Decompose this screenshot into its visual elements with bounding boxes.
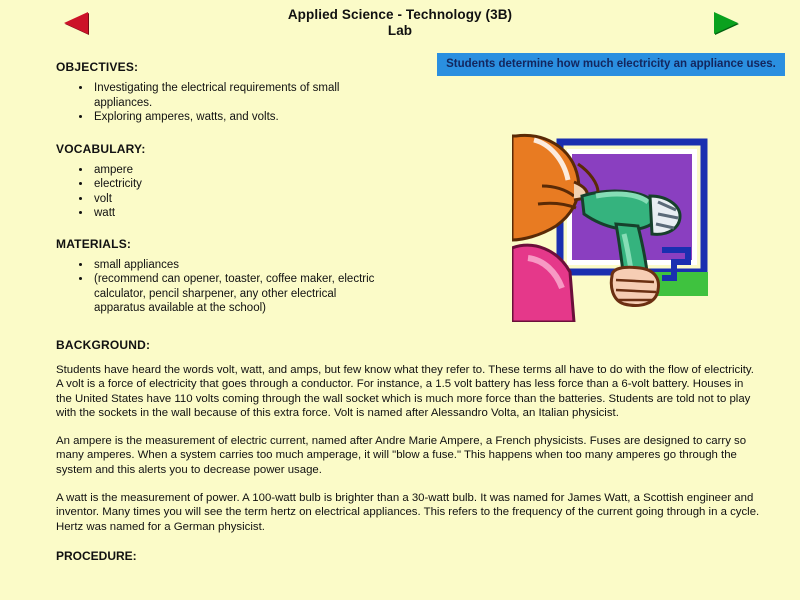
vocabulary-list	[0, 163, 380, 221]
materials-heading: MATERIALS:	[56, 236, 132, 251]
lesson-summary-banner: Students determine how much electricity an appliance uses.	[437, 53, 785, 76]
list-item: • electricity	[92, 177, 380, 192]
objectives-heading: OBJECTIVES:	[56, 60, 139, 74]
list-item: • volt	[92, 192, 380, 207]
background-paragraph: An ampere is the measurement of electric current, named after Andre Marie Ampere, a French physicists. Fuses are designed to carry so many amperes. When a system carries too much amperage, it will "blow a fuse." This happens when too many amperes go through the system and this alerts you to decrease power usage.	[56, 434, 747, 477]
list-item: • ampere	[92, 163, 380, 178]
previous-page-arrow-icon[interactable]	[64, 12, 88, 34]
list-item: • (recommend can opener, toaster, coffee maker, electric calculator, pencil sharpener, any other electrical apparatus available at the school)	[92, 272, 380, 316]
vocabulary-heading: VOCABULARY:	[56, 141, 146, 156]
next-page-arrow-icon[interactable]	[714, 12, 738, 34]
worksheet-content	[0, 46, 800, 563]
background-paragraph: A watt is the measurement of power. A 100-watt bulb is brighter than a 30-watt bulb. It was named for James Watt, a Scottish engineer and inventor. Many times you will see the term hertz on electrical appliances. This refers to the frequency of the current going through in a cycle. Hertz was named for a German physicist.	[56, 491, 760, 533]
list-item: • Investigating the electrical requirements of small appliances.	[92, 81, 380, 110]
background-section	[0, 316, 800, 535]
page-title-line-2: Lab	[387, 23, 413, 38]
page-title-line-1: Applied Science - Technology (3B)	[287, 7, 513, 22]
objectives-list	[0, 81, 380, 125]
vocabulary-section	[0, 125, 380, 221]
background-heading: BACKGROUND:	[56, 337, 151, 352]
procedure-heading: PROCEDURE:	[56, 549, 137, 564]
page-title	[0, 0, 800, 39]
list-item: • Exploring amperes, watts, and volts.	[92, 110, 380, 125]
materials-list	[0, 258, 380, 316]
list-item: • watt	[92, 206, 380, 221]
objectives-section	[0, 46, 380, 125]
background-paragraph: Students have heard the words volt, watt, and amps, but few know what they refer to. These terms all have to do with the flow of electricity. A volt is a force of electricity that goes through a conductor. For instance, a 1.5 volt battery has less force than a 6-volt battery. Houses in the United States have 110 volts coming through the wall socket which is much more force than the batteries. Students are told not to play with the sockets in the wall because of this extra force. Volt is named after Alessandro Volta, an Italian physicist.	[56, 363, 754, 420]
list-item: • small appliances	[92, 258, 380, 273]
background-paragraphs	[0, 352, 800, 535]
materials-section	[0, 221, 380, 316]
page-header	[0, 0, 800, 46]
